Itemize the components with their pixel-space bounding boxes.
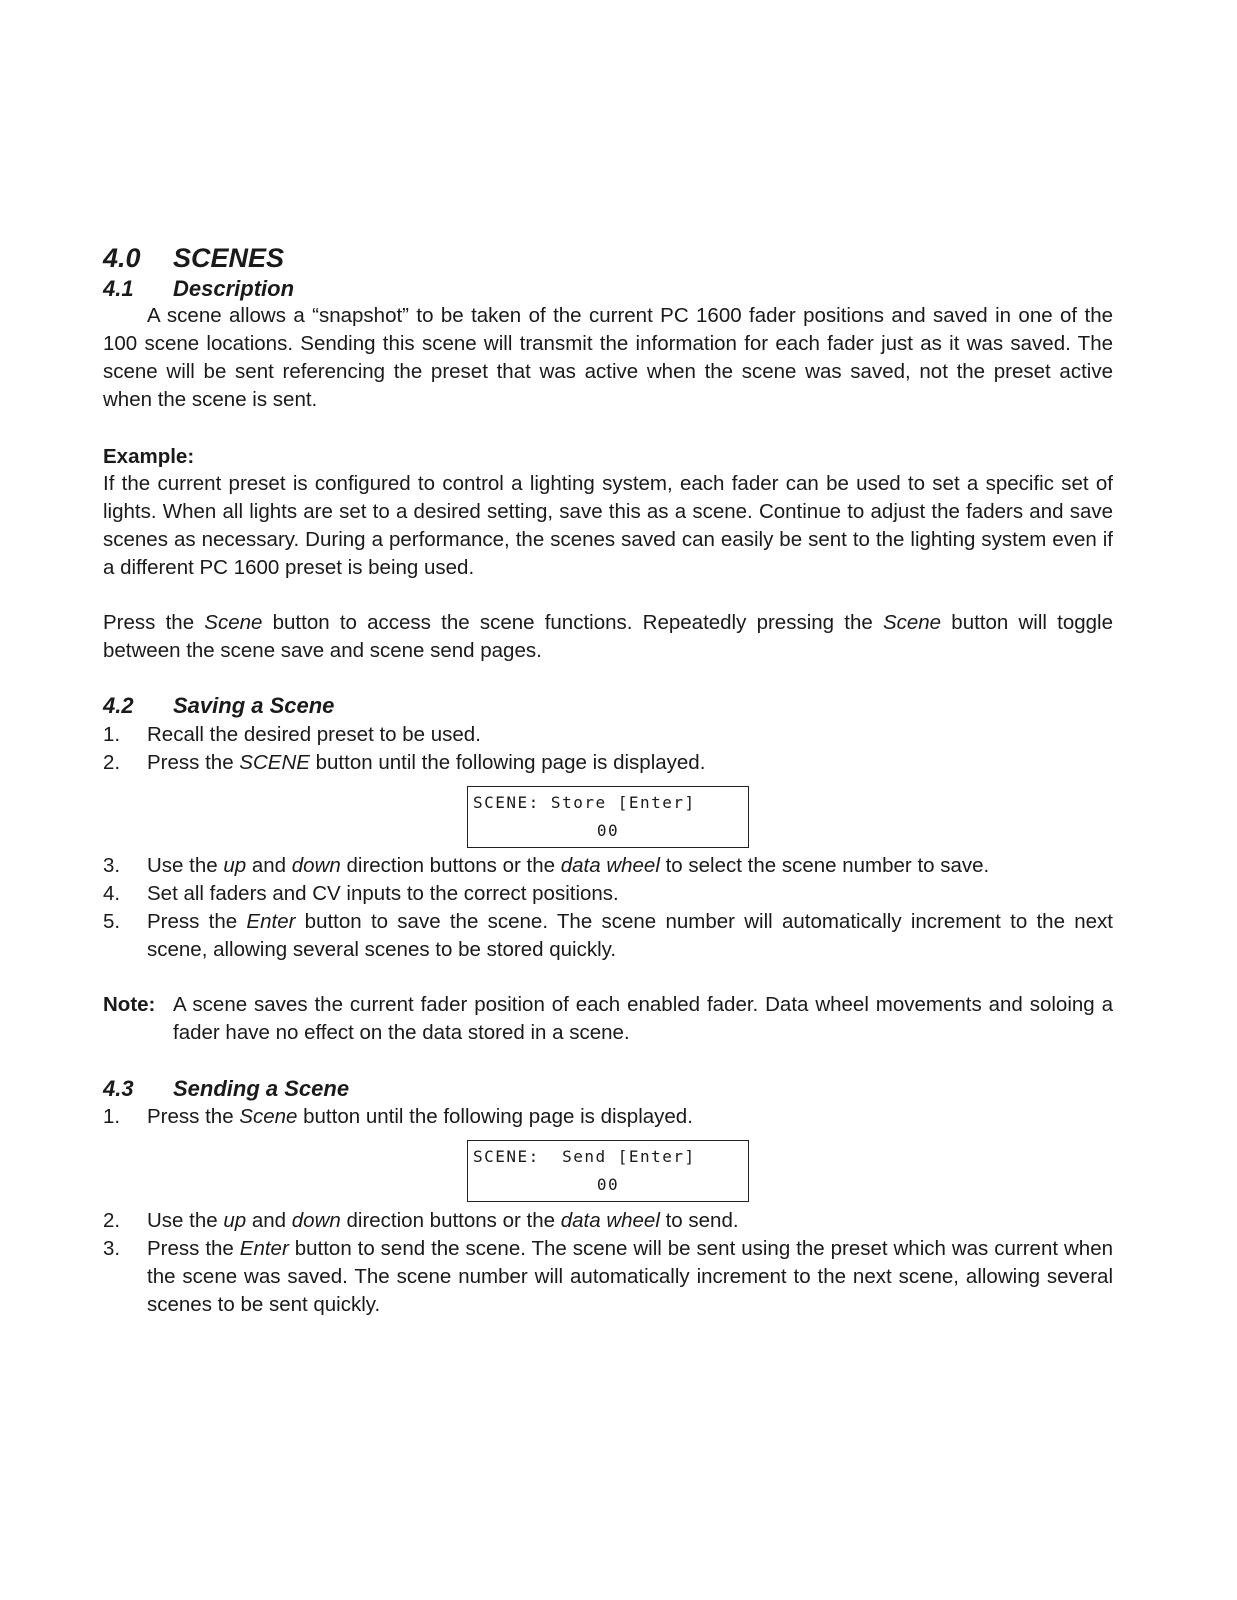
text-run: Use the xyxy=(147,854,224,877)
note-label: Note: xyxy=(103,993,156,1016)
lcd-line-2: 00 xyxy=(596,821,620,840)
emphasis-text: SCENE xyxy=(239,751,310,774)
list-text xyxy=(147,1235,1113,1319)
list-item xyxy=(103,880,1113,908)
lcd-display-store xyxy=(467,786,749,848)
list-number: 4. xyxy=(103,882,121,905)
text-run: Recall the desired preset to be used. xyxy=(147,723,481,746)
text-run: to select the scene number to save. xyxy=(659,854,990,877)
section-title: Saving a Scene xyxy=(173,693,335,718)
note xyxy=(103,991,1113,1047)
list-item xyxy=(103,908,1113,964)
text-run: button will toggle between the scene save and scene send pages. xyxy=(103,611,1114,662)
list-text xyxy=(147,1103,1113,1131)
text-run: Press the xyxy=(147,1237,240,1260)
emphasis-text: Scene xyxy=(882,611,942,634)
lcd-line-2: 00 xyxy=(596,1175,620,1194)
text-run: button to send the scene. The scene will be sent using the preset which was current when the scene was saved. The scene number will automatically increment to the next scene, allowing several scenes to be sent quickly. xyxy=(147,1237,1113,1316)
list-number: 1. xyxy=(103,1105,121,1128)
list-number: 2. xyxy=(103,751,121,774)
emphasis-text: down xyxy=(291,1209,341,1232)
text-run: Press the xyxy=(147,910,247,933)
list-text xyxy=(147,1207,1113,1235)
description-paragraph xyxy=(103,302,1113,414)
list-number: 3. xyxy=(103,854,121,877)
text-run: Press the xyxy=(103,611,205,634)
emphasis-text: down xyxy=(291,854,341,877)
section-title: Description xyxy=(173,276,295,301)
text-run: button to access the scene functions. Repeatedly pressing the xyxy=(262,611,883,634)
text-run: direction buttons or the xyxy=(340,1209,561,1232)
sending-steps-2 xyxy=(103,1207,1113,1319)
list-item xyxy=(103,1103,1113,1131)
list-number: 3. xyxy=(103,1237,121,1260)
saving-steps-1 xyxy=(103,721,1113,777)
section-heading-4-3 xyxy=(103,1075,1113,1103)
list-text xyxy=(147,749,1113,777)
section-heading-4-1 xyxy=(103,275,1113,303)
list-item xyxy=(103,1235,1113,1319)
list-item xyxy=(103,852,1113,880)
text-run: button until the following page is displayed. xyxy=(309,751,706,774)
text-run: Set all faders and CV inputs to the correct positions. xyxy=(147,882,619,905)
section-heading-4-0 xyxy=(103,243,1113,273)
list-number: 2. xyxy=(103,1209,121,1232)
section-number: 4.2 xyxy=(103,693,134,718)
example-label: Example: xyxy=(103,445,195,468)
section-heading-4-2 xyxy=(103,692,1113,720)
emphasis-text: Scene xyxy=(204,611,263,634)
sending-steps-1 xyxy=(103,1103,1113,1131)
emphasis-text: data wheel xyxy=(560,1209,660,1232)
text-run: button to save the scene. The scene number will automatically increment to the next scene, allowing several scenes to be stored quickly. xyxy=(147,910,1113,961)
lcd-display-send xyxy=(467,1140,749,1202)
section-title: SCENES xyxy=(173,243,285,273)
text-run: to send. xyxy=(659,1209,739,1232)
text-run: A scene saves the current fader position of each enabled fader. Data wheel movements and soloing a fader have no effect on the data stored in a scene. xyxy=(173,993,1113,1044)
text-run: button until the following page is displayed. xyxy=(297,1105,693,1128)
section-title: Sending a Scene xyxy=(173,1076,350,1101)
emphasis-text: Enter xyxy=(239,1237,289,1260)
text-run: A scene allows a “snapshot” to be taken of the current PC 1600 fader positions and saved in one of the 100 scene locations. Sending this scene will transmit the information for each fader just as it was saved. The scene will be sent referencing the preset that was active when the scene was saved, not the preset active when the scene is sent. xyxy=(103,304,1113,411)
list-number: 5. xyxy=(103,910,121,933)
list-text xyxy=(147,880,1113,908)
note-text xyxy=(173,991,1113,1047)
text-run: Press the xyxy=(147,751,240,774)
list-text xyxy=(147,721,1113,749)
scene-button-paragraph xyxy=(103,609,1113,665)
text-run: If the current preset is configured to control a lighting system, each fader can be used to set a specific set of lights. When all lights are set to a desired setting, save this as a scene. Continue to adjust the faders and save scenes as necessary. During a performance, the scenes saved can easily be sent to the lighting system even if a different PC 1600 preset is being used. xyxy=(103,472,1113,579)
emphasis-text: Scene xyxy=(239,1105,298,1128)
text-run: Press the xyxy=(147,1105,240,1128)
text-run: and xyxy=(246,1209,292,1232)
list-item xyxy=(103,749,1113,777)
text-run: direction buttons or the xyxy=(340,854,561,877)
list-item xyxy=(103,1207,1113,1235)
text-run: Use the xyxy=(147,1209,224,1232)
section-number: 4.1 xyxy=(103,276,134,301)
lcd-line-1: SCENE: Store [Enter] xyxy=(473,793,696,812)
saving-steps-2 xyxy=(103,852,1113,964)
lcd-line-1: SCENE: Send [Enter] xyxy=(473,1147,696,1166)
emphasis-text: Enter xyxy=(246,910,296,933)
emphasis-text: data wheel xyxy=(560,854,660,877)
list-text xyxy=(147,908,1113,964)
emphasis-text: up xyxy=(223,1209,247,1232)
example-paragraph xyxy=(103,470,1113,582)
list-number: 1. xyxy=(103,723,121,746)
list-item xyxy=(103,721,1113,749)
section-number: 4.3 xyxy=(103,1076,134,1101)
section-number: 4.0 xyxy=(103,243,141,273)
list-text xyxy=(147,852,1113,880)
text-run: and xyxy=(246,854,292,877)
emphasis-text: up xyxy=(223,854,247,877)
